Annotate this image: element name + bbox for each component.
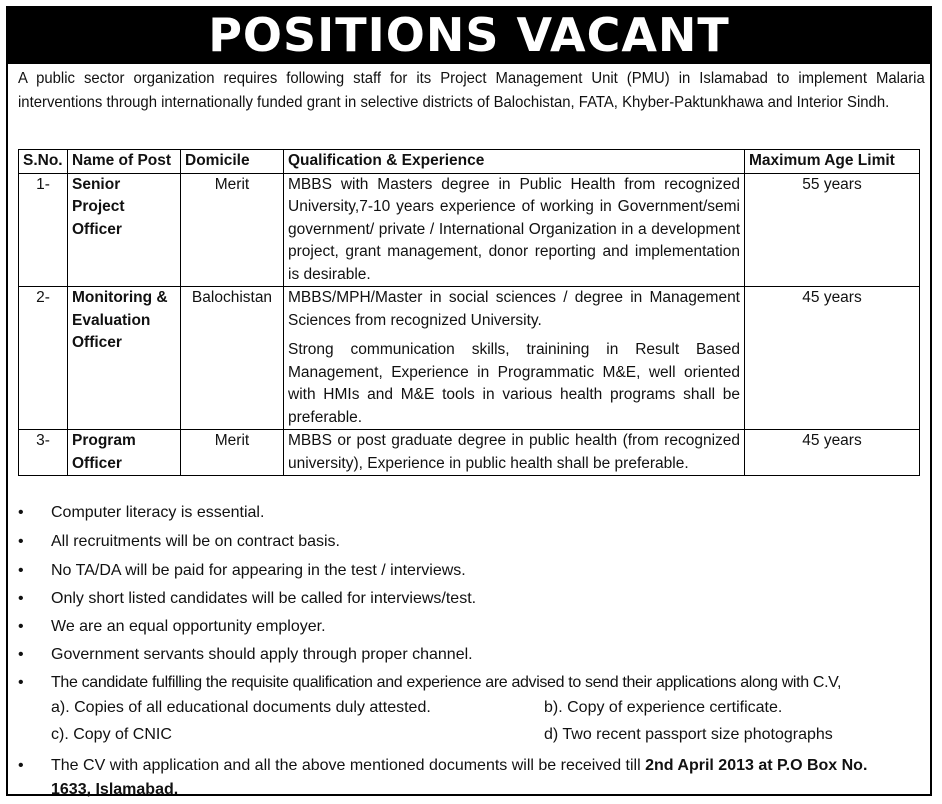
document-b: b). Copy of experience certificate. bbox=[544, 699, 783, 716]
bullet-icon: • bbox=[18, 618, 24, 635]
row-qualification bbox=[284, 287, 745, 430]
qualification-text: MBBS or post graduate degree in public health (from recognized university), Experience in public health shall be preferable. bbox=[288, 432, 740, 472]
list-item-text: The candidate fulfilling the requisite qualification and experience are advised to send their applications along with C.V, bbox=[51, 674, 842, 691]
table-row bbox=[19, 430, 920, 476]
header-qualification: Qualification & Experience bbox=[284, 150, 745, 174]
bullet-icon: • bbox=[18, 590, 24, 607]
list-item-text: Computer literacy is essential. bbox=[51, 504, 265, 521]
table-row bbox=[19, 287, 920, 430]
document-d: d) Two recent passport size photographs bbox=[544, 726, 833, 743]
qualification-text: MBBS/MPH/Master in social sciences / degree in Management Sciences from recognized University. bbox=[288, 289, 740, 329]
header-age: Maximum Age Limit bbox=[745, 150, 920, 174]
document-a: a). Copies of all educational documents duly attested. bbox=[51, 699, 431, 716]
row-post: Senior Project Officer bbox=[68, 173, 181, 287]
final-text: The CV with application and all the above mentioned documents will be received till bbox=[51, 757, 646, 774]
qualification-text: MBBS with Masters degree in Public Health from recognized University,7-10 years experience of working in Government/semi government/ private / International Organization in a development project, grant management, donor reporting and implementation is desirable. bbox=[288, 175, 740, 283]
table-row bbox=[19, 173, 920, 287]
row-domicile: Merit bbox=[181, 430, 284, 476]
row-post: Monitoring & Evaluation Officer bbox=[68, 287, 181, 430]
row-age: 45 years bbox=[745, 430, 920, 476]
document-c: c). Copy of CNIC bbox=[51, 726, 172, 743]
row-qualification bbox=[284, 173, 745, 287]
qualification-extra-text: Strong communication skills, trainining in Result Based Management, Experience in Programmatic M&E, well oriented with HMIs and M&E tools in various health programs shall be preferable. bbox=[288, 341, 740, 426]
header-sno: S.No. bbox=[19, 150, 68, 174]
positions-table bbox=[18, 149, 920, 476]
list-item-text: All recruitments will be on contract basis. bbox=[51, 533, 340, 550]
bullet-icon: • bbox=[18, 533, 24, 550]
row-age: 55 years bbox=[745, 173, 920, 287]
list-item-text: We are an equal opportunity employer. bbox=[51, 618, 326, 635]
deadline-text: 2nd April 2013 at P.O Box No. 1633, Islamabad. bbox=[51, 757, 868, 798]
row-post: Program Officer bbox=[68, 430, 181, 476]
list-item-text: No TA/DA will be paid for appearing in the test / interviews. bbox=[51, 562, 466, 579]
bullet-icon: • bbox=[18, 674, 24, 691]
list-item-text: Only short listed candidates will be called for interviews/test. bbox=[51, 590, 477, 607]
row-sno: 2- bbox=[19, 287, 68, 430]
bullet-icon: • bbox=[18, 504, 24, 521]
bullet-icon: • bbox=[18, 646, 24, 663]
list-item-text: Government servants should apply through proper channel. bbox=[51, 646, 473, 663]
page-title: POSITIONS VACANT bbox=[6, 6, 932, 64]
row-domicile: Balochistan bbox=[181, 287, 284, 430]
bullet-icon: • bbox=[18, 757, 24, 774]
table-header-row bbox=[19, 150, 920, 174]
list-item bbox=[18, 754, 898, 802]
row-sno: 3- bbox=[19, 430, 68, 476]
intro-paragraph: A public sector organization requires following staff for its Project Management Unit (PMU) in Islamabad to implement Malaria interventions through internationally funded grant in selective districts of Balochistan, FATA, Khyber-Paktunkhawa and Interior Sindh. bbox=[18, 70, 925, 111]
header-post: Name of Post bbox=[68, 150, 181, 174]
bullet-icon: • bbox=[18, 562, 24, 579]
row-sno: 1- bbox=[19, 173, 68, 287]
header-domicile: Domicile bbox=[181, 150, 284, 174]
row-age: 45 years bbox=[745, 287, 920, 430]
row-domicile: Merit bbox=[181, 173, 284, 287]
row-qualification bbox=[284, 430, 745, 476]
advertisement bbox=[6, 6, 932, 796]
